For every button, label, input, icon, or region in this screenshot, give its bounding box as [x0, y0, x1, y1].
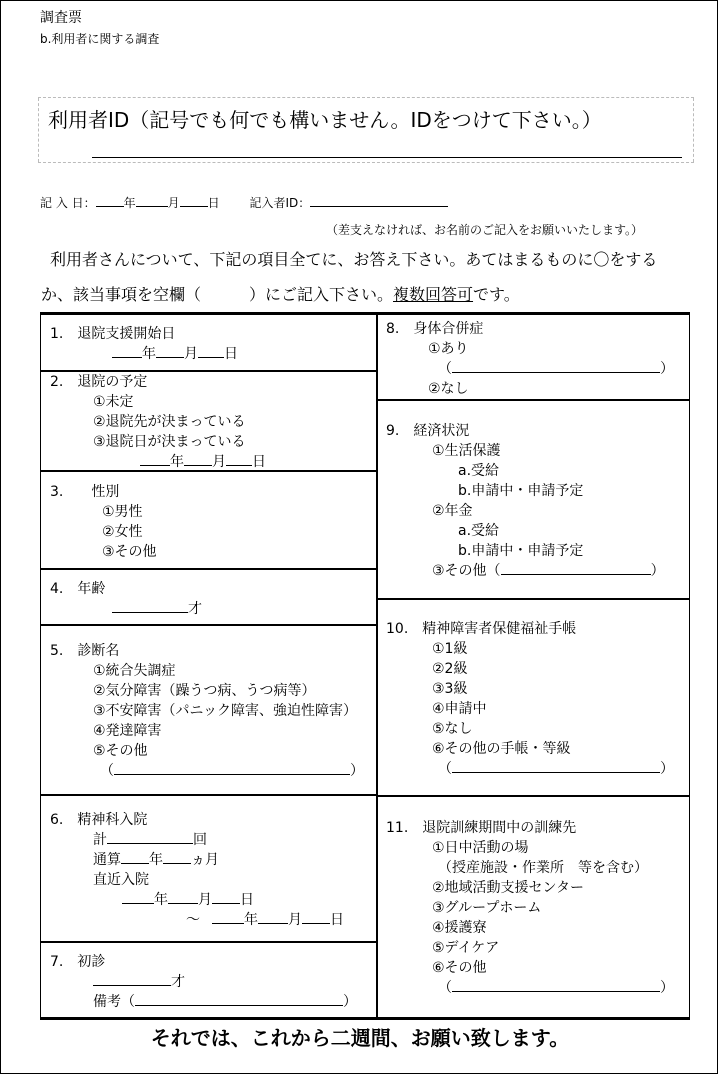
form-title: 調査票 — [40, 10, 82, 26]
option[interactable]: ⑤なし — [432, 721, 473, 737]
user-id-label: 利用者ID（記号でも何でも構いません。IDをつけて下さい。） — [48, 108, 602, 132]
option[interactable]: ③その他 — [102, 544, 157, 560]
day-field[interactable] — [302, 910, 330, 924]
divider — [40, 568, 377, 570]
option[interactable]: ③不安障害（パニック障害、強迫性障害） — [93, 703, 357, 719]
paren-close: ） — [660, 361, 674, 377]
entry-date-label: 記 入 日： — [40, 196, 96, 210]
other-field[interactable] — [452, 978, 660, 992]
recent-admission-label: 直近入院 — [93, 872, 149, 888]
option[interactable]: ②なし — [428, 381, 469, 397]
times-unit: 回 — [193, 832, 207, 848]
year-field[interactable] — [140, 452, 170, 466]
section-1-discharge-support-start — [50, 324, 238, 364]
year-label: 年 — [142, 346, 156, 362]
multiple-answers-note: 複数回答可 — [393, 285, 474, 304]
section-10-welfare-handbook — [386, 619, 674, 779]
option[interactable]: ⑤その他 — [93, 743, 148, 759]
option[interactable]: ④発達障害 — [93, 723, 162, 739]
year-field[interactable] — [112, 344, 142, 358]
option[interactable]: ⑤デイケア — [432, 940, 500, 956]
day-label: 日 — [252, 454, 266, 470]
year-label: 年 — [149, 852, 163, 868]
option[interactable]: ①未定 — [93, 394, 134, 410]
months-unit: ヵ月 — [191, 852, 219, 868]
option[interactable]: ②退院先が決まっている — [93, 414, 246, 430]
paren-close: ） — [650, 563, 665, 579]
section-title: 8. 身体合併症 — [386, 321, 484, 337]
paren-open: （ — [100, 763, 114, 779]
table-left-border — [40, 314, 41, 1018]
month-label: 月 — [198, 892, 212, 908]
writer-id-field[interactable] — [310, 193, 448, 207]
option[interactable]: ②地域活動支援センター — [432, 880, 584, 896]
sub-option[interactable]: b.申請中・申請予定 — [458, 483, 584, 499]
instruction-line1: 利用者さんについて、下記の項目全てに、お答え下さい。あてはまるものに〇をする — [50, 250, 658, 269]
option[interactable]: ①1級 — [432, 641, 468, 657]
entry-day-field[interactable] — [180, 193, 208, 207]
section-title: 5. 診断名 — [50, 643, 120, 659]
entry-date-row — [40, 193, 448, 211]
user-id-field[interactable] — [92, 157, 682, 158]
instruction-end: です。 — [473, 285, 520, 304]
sub-option[interactable]: b.申請中・申請予定 — [458, 543, 584, 559]
year-label: 年 — [170, 454, 184, 470]
months-field[interactable] — [163, 850, 191, 864]
tilde: ～ — [186, 912, 200, 928]
day-label: 日 — [330, 912, 344, 928]
option[interactable]: ①あり — [428, 341, 469, 357]
paren-close: ） — [343, 994, 357, 1010]
table-top-border — [40, 312, 690, 315]
option[interactable]: ②年金 — [432, 503, 473, 519]
age-unit: 才 — [188, 601, 202, 617]
year-label: 年 — [123, 196, 136, 210]
total-label: 計 — [93, 832, 107, 848]
remarks-label: 備考（ — [93, 994, 135, 1010]
divider — [40, 941, 377, 943]
section-9-economic-status — [386, 421, 665, 581]
table-center-divider — [376, 314, 378, 1018]
month-label: 月 — [288, 912, 302, 928]
sub-option[interactable]: a.受給 — [458, 463, 500, 479]
option[interactable]: ③3級 — [432, 681, 468, 697]
paren-close: ） — [660, 761, 674, 777]
times-field[interactable] — [107, 830, 193, 844]
divider — [40, 624, 377, 626]
paren-close: ） — [660, 980, 674, 996]
year-label: 年 — [154, 892, 168, 908]
section-title: 2. 退院の予定 — [50, 374, 148, 390]
paren-close: ） — [350, 763, 364, 779]
day-field[interactable] — [198, 344, 224, 358]
section-title: 1. 退院支援開始日 — [50, 326, 176, 342]
other-field[interactable] — [501, 561, 651, 575]
writer-id-label: 記入者ID： — [249, 196, 311, 210]
divider — [40, 794, 377, 796]
entry-year-field[interactable] — [96, 193, 124, 207]
paren-open: （ — [438, 761, 452, 777]
age-field[interactable] — [93, 972, 171, 986]
section-2-discharge-plan — [50, 372, 266, 472]
month-field[interactable] — [168, 890, 198, 904]
option[interactable]: ⑥その他 — [432, 960, 487, 976]
instruction-line2 — [41, 282, 520, 305]
paren-open: （ — [438, 980, 452, 996]
option[interactable]: ②気分障害（躁うつ病、うつ病等） — [93, 683, 316, 699]
option[interactable]: ①統合失調症 — [93, 663, 176, 679]
option[interactable]: ②2級 — [432, 661, 468, 677]
section-title: 7. 初診 — [50, 954, 106, 970]
option[interactable]: ⑥その他の手帳・等級 — [432, 741, 571, 757]
section-title: 9. 経済状況 — [386, 423, 470, 439]
section-8-physical-comorbidity — [386, 319, 674, 399]
option[interactable]: ④援護寮 — [432, 920, 487, 936]
section-6-psychiatric-admission — [50, 810, 344, 930]
month-field[interactable] — [258, 910, 288, 924]
sum-label: 通算 — [93, 852, 121, 868]
option[interactable]: ①日中活動の場 — [432, 840, 529, 856]
section-title: 4. 年齢 — [50, 581, 106, 597]
section-5-diagnosis — [50, 641, 364, 781]
option[interactable]: ①生活保護 — [432, 443, 501, 459]
divider — [377, 795, 690, 797]
form-subtitle: b.利用者に関する調査 — [40, 32, 160, 46]
option-note: （授産施設・作業所 等を含む） — [438, 860, 648, 876]
age-field[interactable] — [112, 599, 188, 613]
year-label: 年 — [244, 912, 258, 928]
remarks-field[interactable] — [135, 992, 343, 1006]
day-label: 日 — [224, 346, 238, 362]
option[interactable]: ③退院日が決まっている — [93, 434, 246, 450]
other-field[interactable] — [114, 761, 350, 775]
sub-option[interactable]: a.受給 — [458, 523, 500, 539]
day-field[interactable] — [212, 890, 240, 904]
day-label: 日 — [207, 196, 220, 210]
year-field[interactable] — [122, 890, 154, 904]
month-label: 月 — [167, 196, 180, 210]
option[interactable]: ②女性 — [102, 524, 143, 540]
option[interactable]: ④申請中 — [432, 701, 487, 717]
month-label: 月 — [184, 346, 198, 362]
years-field[interactable] — [121, 850, 149, 864]
age-unit: 才 — [171, 974, 185, 990]
section-4-age — [50, 579, 202, 619]
section-title: 11. 退院訓練期間中の訓練先 — [386, 820, 577, 836]
instruction-text: か、該当事項を空欄（ ）にご記入下さい。 — [41, 285, 394, 304]
section-title: 6. 精神科入院 — [50, 812, 148, 828]
section-title: 10. 精神障害者保健福祉手帳 — [386, 621, 577, 637]
section-7-first-visit — [50, 952, 357, 1012]
option[interactable]: ③グループホーム — [432, 900, 542, 916]
table-right-border — [689, 314, 690, 1018]
option[interactable]: ①男性 — [102, 504, 143, 520]
table-bottom-border — [40, 1017, 690, 1020]
section-11-training-place — [386, 818, 674, 998]
name-note: （差支えなければ、お名前のご記入をお願いいたします。） — [326, 223, 644, 237]
option[interactable]: ③その他（ — [432, 563, 501, 579]
year-field[interactable] — [212, 910, 244, 924]
section-title: 3. 性別 — [50, 484, 120, 500]
entry-month-field[interactable] — [136, 193, 168, 207]
paren-open: （ — [438, 361, 452, 377]
month-field[interactable] — [184, 452, 212, 466]
other-field[interactable] — [452, 759, 660, 773]
day-field[interactable] — [226, 452, 252, 466]
detail-field[interactable] — [452, 359, 660, 373]
divider — [377, 399, 690, 401]
month-label: 月 — [212, 454, 226, 470]
section-3-gender — [50, 482, 157, 562]
month-field[interactable] — [156, 344, 184, 358]
day-label: 日 — [240, 892, 254, 908]
divider — [377, 598, 690, 600]
closing-message: それでは、これから二週間、お願い致します。 — [150, 1026, 570, 1050]
